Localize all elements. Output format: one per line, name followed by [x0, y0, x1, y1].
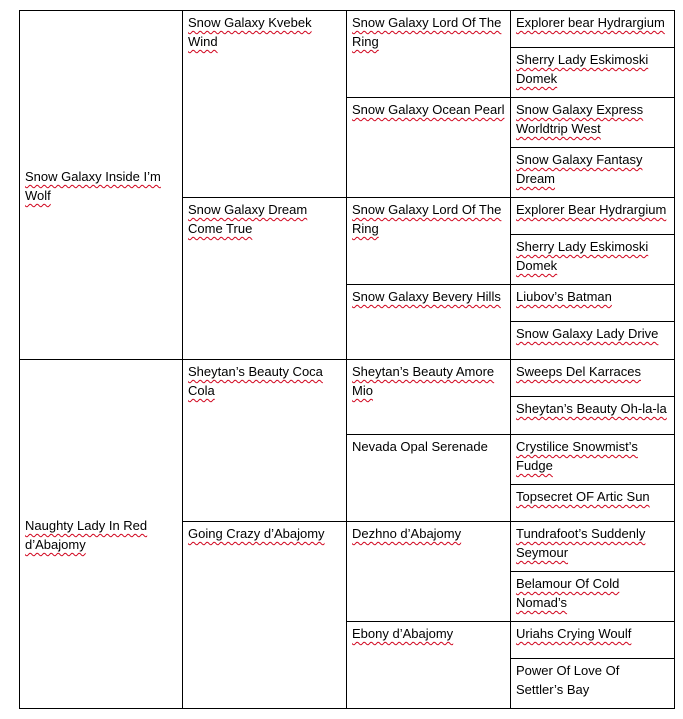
dog-name: Snow Galaxy Lady Drive	[516, 326, 659, 341]
gen4-cell	[510, 234, 675, 285]
gen3-cell	[346, 197, 511, 285]
gen4-cell	[510, 521, 675, 572]
dog-name: Belamour Of Cold Nomad’s	[516, 576, 620, 610]
gen3-cell	[346, 521, 511, 622]
gen2-cell	[182, 521, 347, 709]
gen1-cell	[19, 10, 183, 360]
gen3-cell	[346, 10, 511, 98]
dog-name: Uriahs Crying Woulf	[516, 626, 632, 641]
dog-name: Snow Galaxy Lord Of The Ring	[352, 15, 502, 49]
dog-name: Sheytan’s Beauty Coca Cola	[188, 364, 323, 398]
dog-name: Snow Galaxy Ocean Pearl	[352, 102, 505, 117]
dog-name: Naughty Lady In Red d’Abajomy	[25, 518, 148, 552]
gen4-cell	[510, 621, 675, 659]
dog-name: Dezhno d’Abajomy	[352, 526, 462, 541]
dog-name: Crystilice Snowmist’s Fudge	[516, 439, 638, 473]
dog-name: Snow Galaxy Bevery Hills	[352, 289, 501, 304]
dog-name: Snow Galaxy Express Worldtrip West	[516, 102, 644, 136]
gen4-cell	[510, 10, 675, 48]
gen4-cell	[510, 284, 675, 322]
gen4-cell	[510, 396, 675, 435]
dog-name: Sweeps Del Karraces	[516, 364, 641, 379]
gen4-cell	[510, 197, 675, 235]
gen3-cell	[346, 284, 511, 360]
gen4-cell	[510, 97, 675, 148]
dog-name: Tundrafoot’s Suddenly Seymour	[516, 526, 646, 560]
gen4-cell	[510, 484, 675, 522]
gen2-cell	[182, 359, 347, 522]
dog-name: Snow Galaxy Inside I’m Wolf	[25, 169, 161, 203]
dog-name: Sheytan’s Beauty Amore Mio	[352, 364, 495, 398]
gen4-cell	[510, 434, 675, 485]
gen4-cell	[510, 658, 675, 709]
dog-name: Snow Galaxy Kvebek Wind	[188, 15, 312, 49]
dog-name: Explorer Bear Hydrargium	[516, 202, 667, 217]
gen4-cell	[510, 359, 675, 397]
gen3-cell	[346, 434, 511, 522]
dog-name: Snow Galaxy Lord Of The Ring	[352, 202, 502, 236]
dog-name: Sherry Lady Eskimoski Domek	[516, 52, 649, 86]
dog-name: Sherry Lady Eskimoski Domek	[516, 239, 649, 273]
gen2-cell	[182, 197, 347, 360]
gen3-cell	[346, 359, 511, 435]
gen4-cell	[510, 47, 675, 98]
dog-name: Sheytan’s Beauty Oh-la-la	[516, 401, 667, 416]
dog-name: Nevada Opal Serenade	[352, 439, 488, 454]
gen4-cell	[510, 147, 675, 198]
dog-name: Going Crazy d’Abajomy	[188, 526, 325, 541]
dog-name: Power Of Love Of Settler’s Bay	[516, 663, 620, 697]
gen3-cell	[346, 621, 511, 709]
gen4-cell	[510, 321, 675, 360]
dog-name: Topsecret OF Artic Sun	[516, 489, 650, 504]
dog-name: Liubov’s Batman	[516, 289, 612, 304]
gen2-cell	[182, 10, 347, 198]
gen4-cell	[510, 571, 675, 622]
dog-name: Explorer bear Hydrargium	[516, 15, 665, 30]
dog-name: Snow Galaxy Fantasy Dream	[516, 152, 643, 186]
gen3-cell	[346, 97, 511, 198]
gen1-cell	[19, 359, 183, 709]
dog-name: Ebony d’Abajomy	[352, 626, 454, 641]
dog-name: Snow Galaxy Dream Come True	[188, 202, 308, 236]
